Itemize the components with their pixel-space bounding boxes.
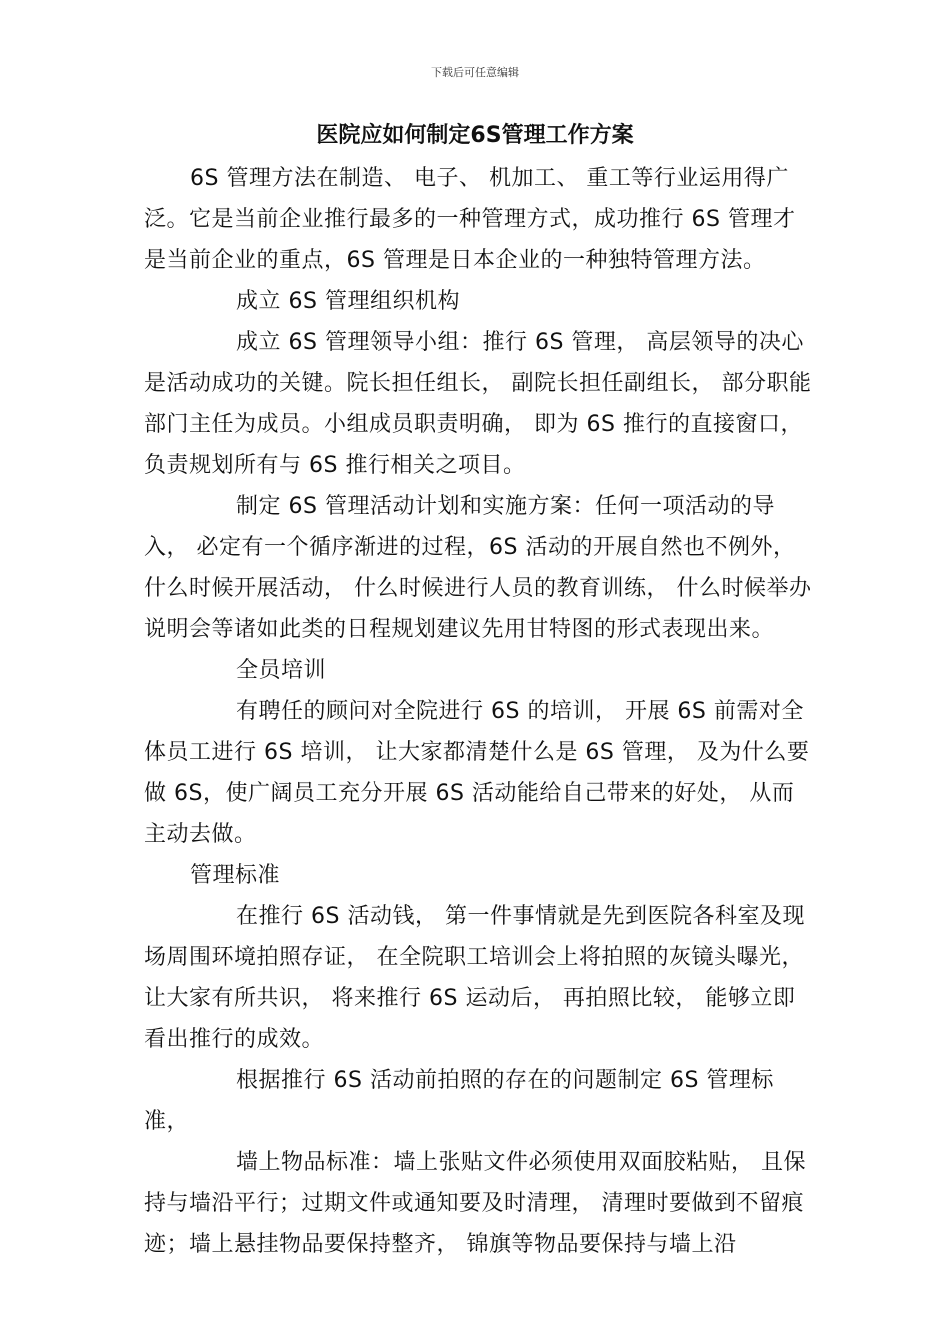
document-title: 医院应如何制定6S管理工作方案 <box>316 123 634 148</box>
heading-organization: 成立 6S 管理组织机构 <box>236 289 460 314</box>
paragraph-intro: 6S 管理方法在制造、 电子、 机加工、 重工等行业运用得广泛。它是当前企业推行最多的一种管理方式，成功推行 6S 管理才是当前企业的重点，6S 管理是日本企业的一种独特管理方法。 <box>144 166 796 273</box>
paragraph-wall-standard: 墙上物品标准：墙上张贴文件必须使用双面胶粘贴， 且保持与墙沿平行；过期文件或通知要及时清理， 清理时要做到不留痕迹；墙上悬挂物品要保持整齐， 锦旗等物品要保持与墙上沿 <box>144 1150 806 1257</box>
paragraph-photo-record: 在推行 6S 活动钱， 第一件事情就是先到医院各科室及现场周围环境拍照存证， 在全院职工培训会上将拍照的灰镜头曝光，让大家有所共识， 将来推行 6S 运动后， 再拍照比较， 能够立即看出推行的成效。 <box>144 904 805 1052</box>
heading-training: 全员培训 <box>236 658 327 683</box>
paragraph-training: 有聘任的顾问对全院进行 6S 的培训， 开展 6S 前需对全体员工进行 6S 培训， 让大家都清楚什么是 6S 管理， 及为什么要做 6S，使广阔员工充分开展 6S 活动能给自己带来的好处， 从而主动去做。 <box>144 699 810 847</box>
paragraph-leadership-group: 成立 6S 管理领导小组：推行 6S 管理， 高层领导的决心是活动成功的关键。院长担任组长， 副院长担任副组长， 部分职能部门主任为成员。小组成员职责明确， 即为 6S 推行的直接窗口， 负责规划所有与 6S 推行相关之项目。 <box>144 330 812 478</box>
download-note: 下载后可任意编辑 <box>431 66 519 79</box>
paragraph-activity-plan: 制定 6S 管理活动计划和实施方案：任何一项活动的导入， 必定有一个循序渐进的过程，6S 活动的开展自然也不例外， 什么时候开展活动， 什么时候进行人员的教育训练， 什么时候举办说明会等诸如此类的日程规划建议先用甘特图的形式表现出来。 <box>144 494 812 642</box>
document-body <box>144 158 814 1265</box>
paragraph-standard-basis: 根据推行 6S 活动前拍照的存在的问题制定 6S 管理标准， <box>144 1068 774 1134</box>
heading-standards: 管理标准 <box>190 863 281 888</box>
